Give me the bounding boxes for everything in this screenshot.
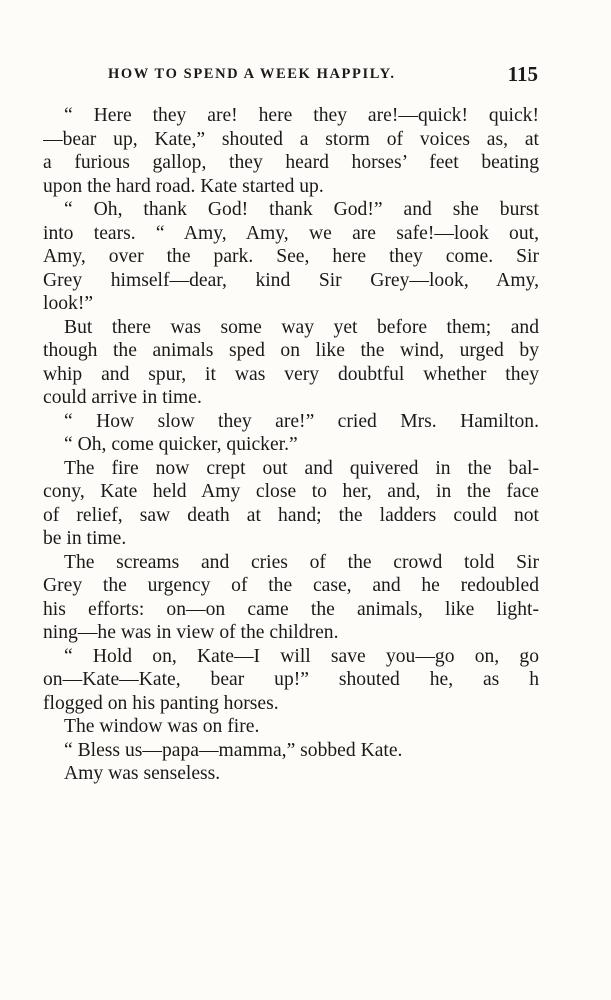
- text-line: could arrive in time.: [43, 387, 202, 408]
- text-line: Grey the urgency of the case, and he redoubled: [43, 575, 539, 596]
- text-line: on—Kate—Kate, bear up!” shouted he, as h: [43, 669, 539, 690]
- text-line: But there was some way yet before them; and: [64, 316, 539, 338]
- body-text: [43, 104, 539, 786]
- running-head: [108, 62, 538, 86]
- text-line: be in time.: [43, 528, 127, 549]
- text-line: Amy, over the park. See, here they come. Sir: [43, 246, 539, 267]
- text-line: look!”: [43, 293, 94, 314]
- text-line: a furious gallop, they heard horses’ feet beating: [43, 152, 539, 173]
- text-line: “ Hold on, Kate—I will save you—go on, go: [64, 645, 539, 667]
- text-line: —bear up, Kate,” shouted a storm of voices as, at: [43, 128, 539, 150]
- text-line: Grey himself—dear, kind Sir Grey—look, Amy,: [43, 269, 539, 291]
- text-line: “ Oh, come quicker, quicker.”: [64, 434, 298, 455]
- text-line: “ Bless us—papa—mamma,” sobbed Kate.: [64, 739, 403, 761]
- text-line: cony, Kate held Amy close to her, and, in the face: [43, 481, 539, 502]
- text-line: his efforts: on—on came the animals, like light-: [43, 598, 539, 620]
- text-line: into tears. “ Amy, Amy, we are safe!—look out,: [43, 222, 539, 244]
- running-title: HOW TO SPEND A WEEK HAPPILY.: [108, 66, 396, 82]
- text-line: The fire now crept out and quivered in the bal-: [64, 457, 539, 479]
- text-line: The screams and cries of the crowd told Sir: [64, 551, 539, 573]
- text-line: “ Here they are! here they are!—quick! quick!: [64, 105, 539, 126]
- text-line: though the animals sped on like the wind, urged by: [43, 340, 539, 361]
- text-line: of relief, saw death at hand; the ladders could not: [43, 504, 539, 526]
- text-line: Amy was senseless.: [64, 763, 221, 784]
- text-line: whip and spur, it was very doubtful whether they: [43, 363, 539, 385]
- text-line: “ Oh, thank God! thank God!” and she burst: [64, 199, 539, 220]
- text-line: flogged on his panting horses.: [43, 692, 279, 714]
- page-number: 115: [507, 62, 538, 86]
- text-line: The window was on fire.: [64, 716, 260, 737]
- text-line: ning—he was in view of the children.: [43, 622, 339, 643]
- text-line: “ How slow they are!” cried Mrs. Hamilton.: [64, 410, 539, 432]
- text-line: upon the hard road. Kate started up.: [43, 175, 324, 197]
